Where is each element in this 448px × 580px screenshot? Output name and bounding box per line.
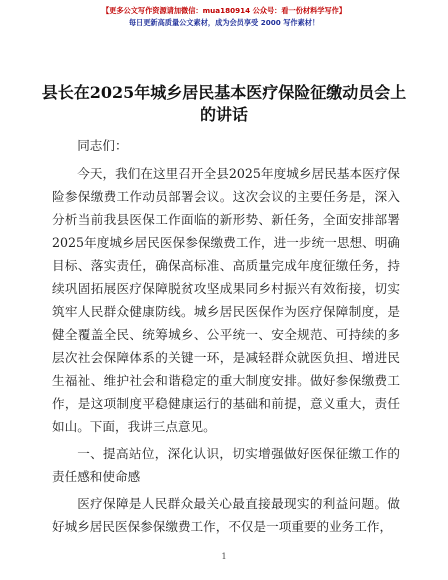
greeting: 同志们： bbox=[77, 138, 128, 153]
promo-banner-line2: 每日更新高质量公文素材，成为会员享受 2000 写作素材！ bbox=[128, 18, 320, 27]
document-body bbox=[52, 134, 400, 538]
paragraph-section-1: 医疗保障是人民群众最关心最直接最现实的利益问题。做好城乡居民医保参保缴费工作，不仅是一项重要的业务工作， bbox=[52, 496, 400, 534]
paragraph-intro: 今天，我们在这里召开全县2025年度城乡居民基本医疗保险参保缴费工作动员部署会议。这次会议的主要任务是，深入分析当前我县医保工作面临的新形势、新任务，全面安排部署2025年度城乡居民医保参保缴费工作，进一步统一思想、明确目标、落实责任，确保高标准、高质量完成年度征缴任务，持续巩固拓展医疗保障脱贫攻坚成果同乡村振兴有效衔接，切实筑牢人民群众健康防线。城乡居民医保作为医疗保障制度，是健全覆盖全民、统筹城乡、公平统一、安全规范、可持续的多层次社会保障体系的关键一环，是减轻群众就医负担、增进民生福祉、维护社会和谐稳定的重大制度安排。做好参保缴费工作，是这项制度平稳健康运行的基础和前提，意义重大，责任如山。下面，我讲三点意见。 bbox=[52, 166, 400, 434]
document-title: 县长在2025年城乡居民基本医疗保险征缴动员会上的讲话 bbox=[41, 83, 407, 124]
promo-banner-line1: 【更多公文写作资源请加微信：mua180914 公众号：看一份材料学写作】 bbox=[101, 6, 347, 15]
page-number: 1 bbox=[221, 552, 227, 561]
promo-banner bbox=[0, 6, 448, 28]
section-heading-1: 一、提高站位，深化认识，切实增强做好医保征缴工作的责任感和使命感 bbox=[52, 446, 400, 484]
